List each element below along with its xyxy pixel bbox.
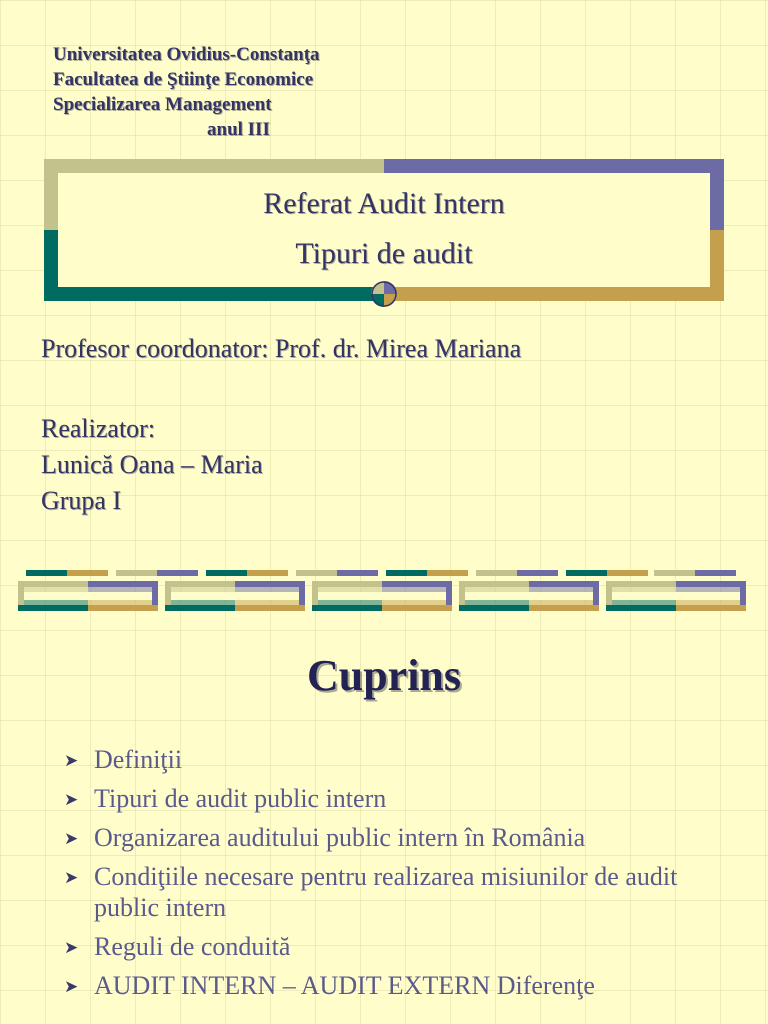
list-item — [64, 744, 744, 775]
frame-top-right-edge — [384, 159, 724, 173]
list-item-label: AUDIT INTERN – AUDIT EXTERN Diferenţe — [94, 971, 595, 1000]
list-item — [64, 822, 744, 853]
group-name: Grupa I — [41, 486, 122, 515]
list-item — [64, 861, 744, 923]
title-frame — [44, 159, 724, 301]
frame-bottom-left-edge — [44, 287, 384, 301]
strip — [476, 570, 558, 576]
arrow-right-icon: ➤ — [64, 977, 79, 997]
faculty-name: Facultatea de Ştiinţe Economice — [53, 69, 314, 90]
list-item — [64, 783, 744, 814]
title-main: Referat Audit Intern — [263, 187, 505, 220]
list-item-label: Condiţiile necesare pentru realizarea misiunilor de audit public intern — [94, 862, 678, 922]
arrow-right-icon: ➤ — [64, 790, 79, 810]
specialization-name: Specializarea Management — [53, 94, 272, 115]
title-subtitle: Tipuri de audit — [295, 237, 473, 270]
strip — [654, 570, 736, 576]
coordinator-line: Profesor coordonator: Prof. dr. Mirea Mariana — [41, 334, 522, 363]
title-box — [58, 173, 710, 287]
study-year: anul III — [207, 119, 270, 140]
header — [53, 42, 473, 142]
block — [18, 581, 158, 611]
contents-title: Cuprins — [306, 651, 462, 700]
block — [165, 581, 305, 611]
university-name: Universitatea Ovidius-Constanţa — [53, 44, 320, 65]
frame-top-left-edge — [44, 159, 384, 173]
decorative-blocks — [0, 581, 768, 611]
arrow-right-icon: ➤ — [64, 868, 79, 888]
strip — [386, 570, 468, 576]
list-item-label: Definiţii — [94, 745, 183, 774]
arrow-right-icon: ➤ — [64, 938, 79, 958]
arrow-right-icon: ➤ — [64, 751, 79, 771]
contents-list — [64, 744, 744, 1009]
list-item-label: Reguli de conduită — [94, 932, 291, 961]
list-item — [64, 931, 744, 962]
list-item-label: Organizarea auditului public intern în România — [94, 823, 586, 852]
block — [312, 581, 452, 611]
arrow-right-icon: ➤ — [64, 829, 79, 849]
list-item — [64, 970, 744, 1001]
block — [606, 581, 746, 611]
block — [459, 581, 599, 611]
author-name: Lunică Oana – Maria — [41, 450, 263, 479]
strip — [296, 570, 378, 576]
frame-right-top-edge — [710, 159, 724, 230]
frame-bottom-right-edge — [384, 287, 724, 301]
frame-left-top-edge — [44, 159, 58, 230]
strip — [116, 570, 198, 576]
frame-knot-icon — [371, 281, 397, 307]
list-item-label: Tipuri de audit public intern — [94, 784, 387, 813]
strip — [566, 570, 648, 576]
author-label: Realizator: — [41, 414, 156, 443]
strip — [26, 570, 108, 576]
strip — [206, 570, 288, 576]
decorative-strips — [0, 570, 768, 576]
